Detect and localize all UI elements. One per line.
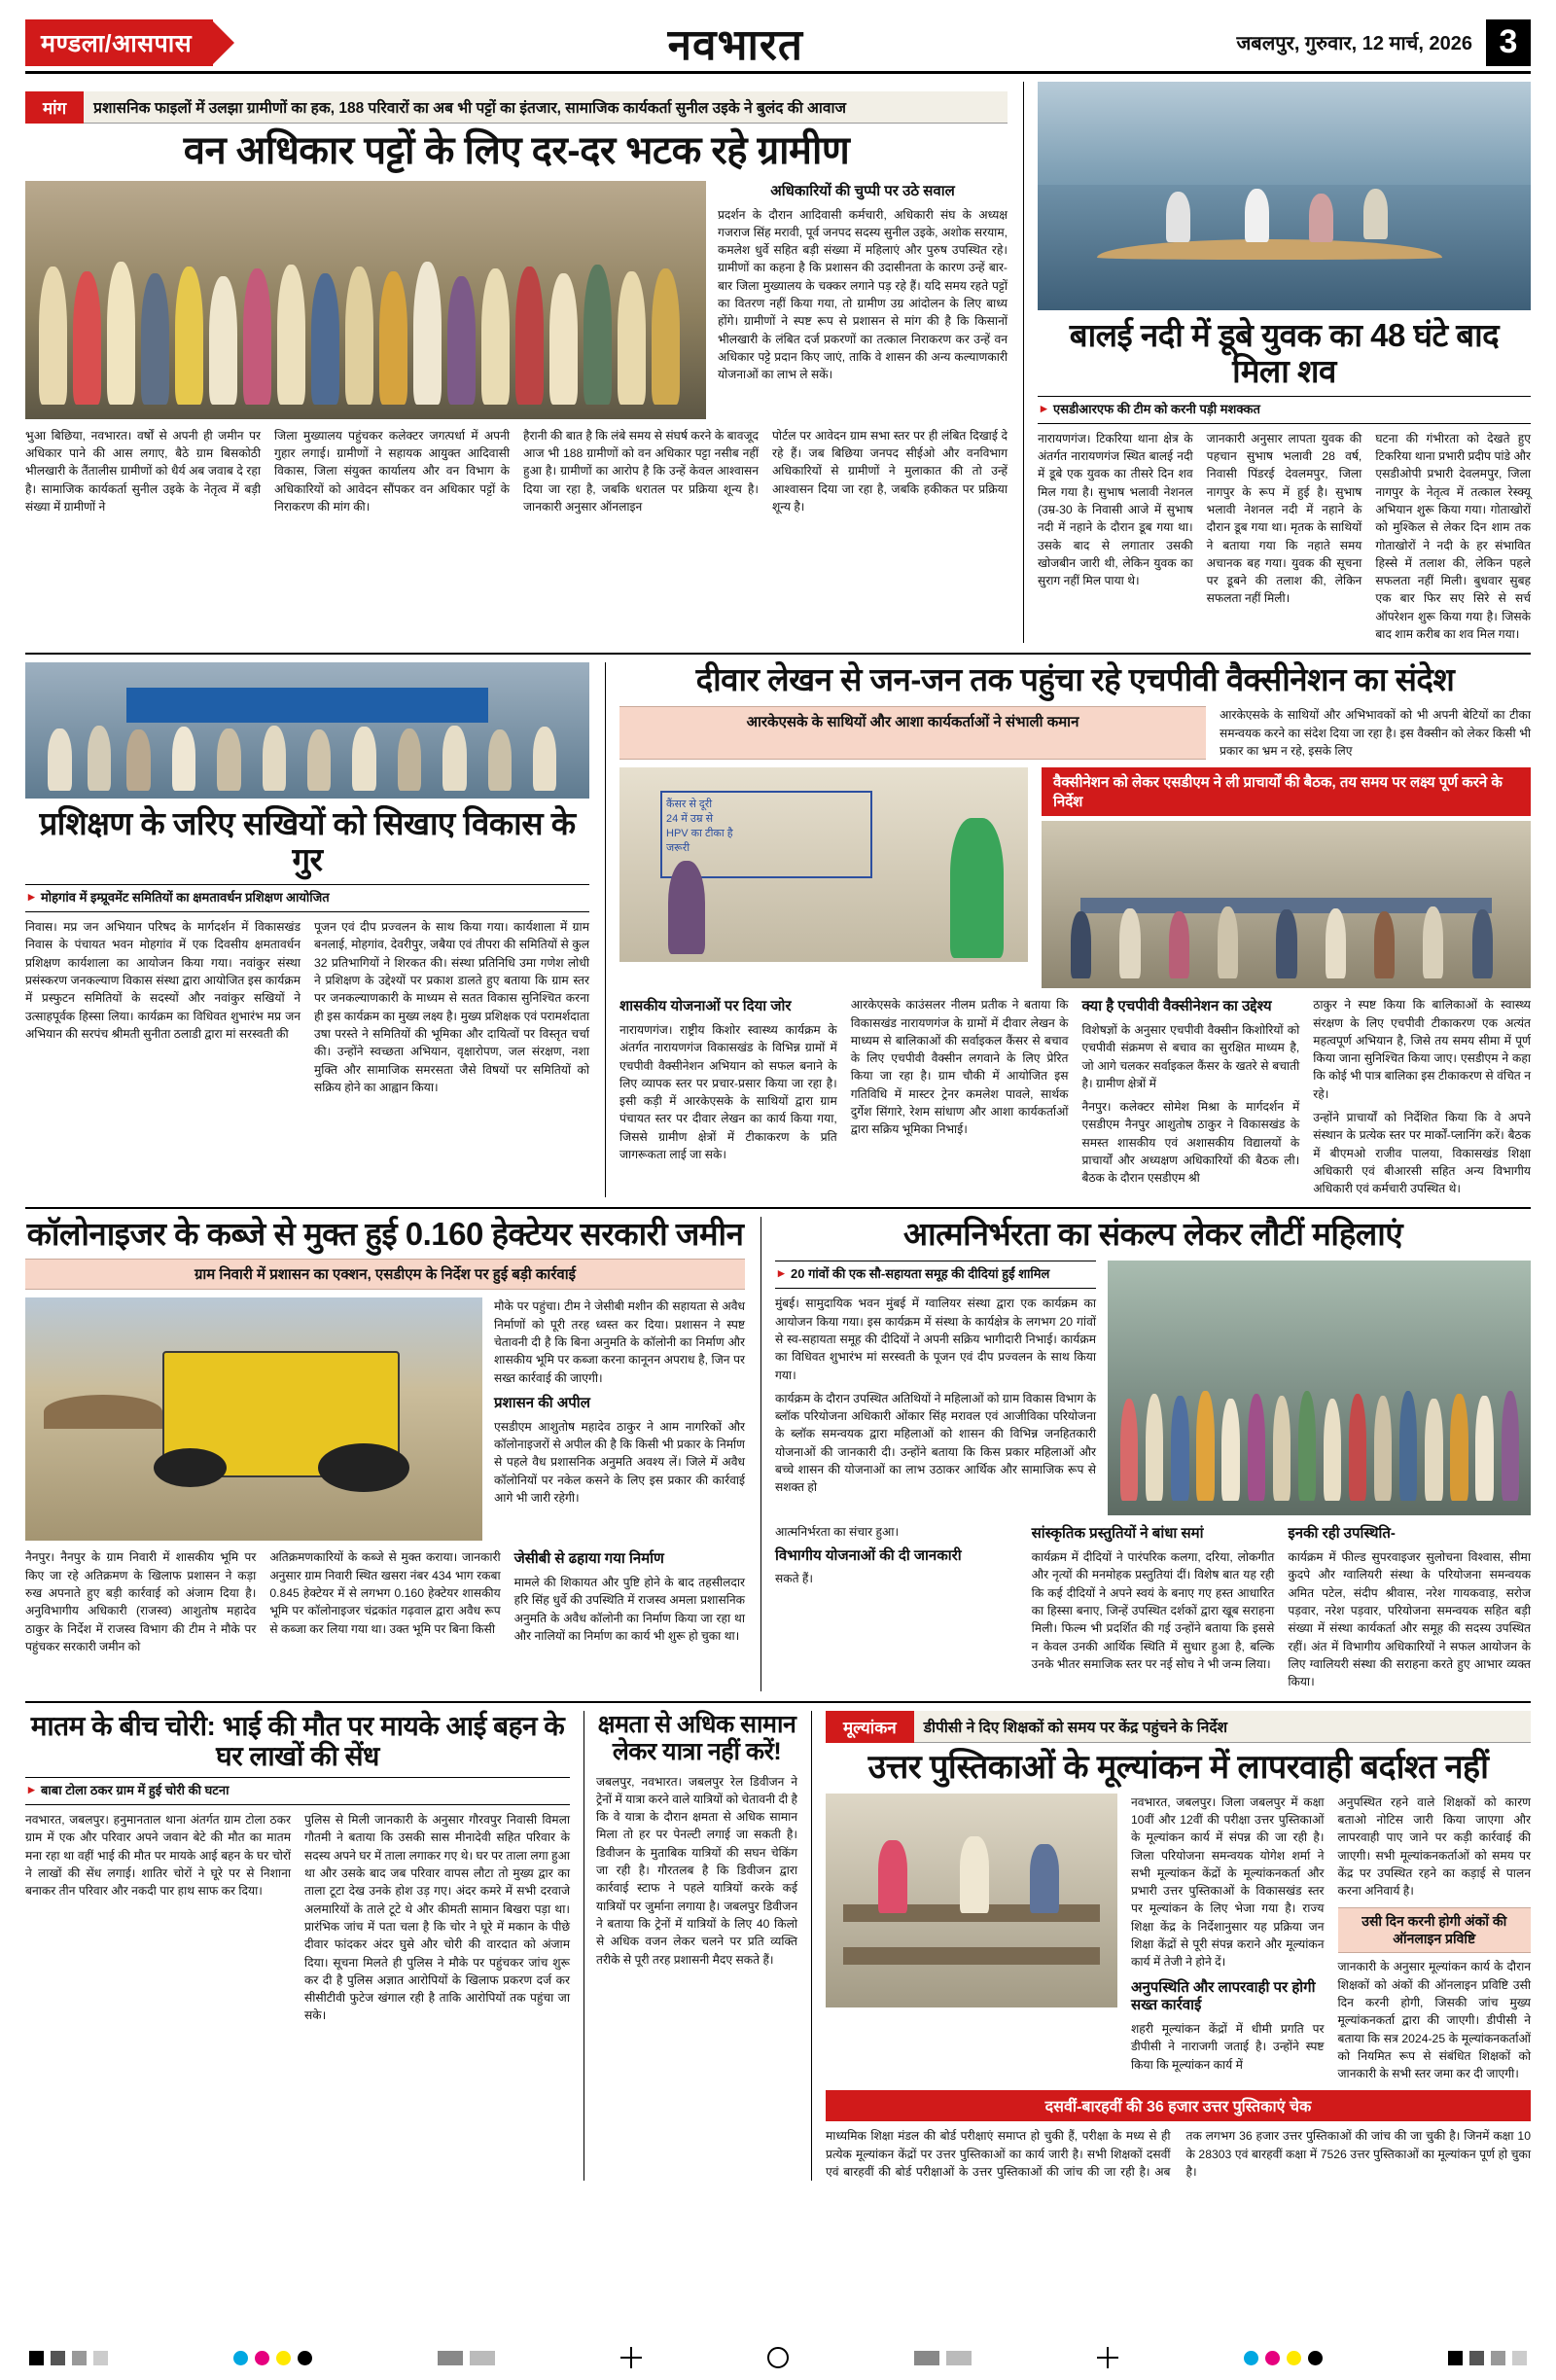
women-sub-1: विभागीय योजनाओं की दी जानकारी <box>775 1546 962 1564</box>
reg-swatch <box>1469 2351 1484 2365</box>
evaluation-sub-1: अनुपस्थिति और लापरवाही पर होगी सख्त कार्रवाई <box>1131 1978 1316 2014</box>
lead-col-1: भुआ बिछिया, नवभारत। वर्षों से अपनी ही जमीन पर अधिकार पाने की आस लगाए, बैठे ग्राम बिसकोठी भीलखारी के तैंतालीस ग्रामीणों को धैर्य अब जवाब दे रहा है। सामाजिक कार्यकर्ता सुनील उइके के नेतृत्व में बड़ी संख्या में ग्रामीणों ने <box>25 428 261 514</box>
training-story <box>25 662 589 1197</box>
masthead <box>25 14 1531 74</box>
training-photo <box>25 662 589 799</box>
women-col-1: मुंबई। सामुदायिक भवन मुंबई में ग्वालियर संस्था द्वारा एक कार्यक्रम का आयोजन किया गया। इस कार्यक्रम में संस्था के कार्यक्षेत्र के लगभग 20 गांवों से स्व-सहायता समूह की दीदियों ने अपनी सक्रिय भागीदारी निभाई। कार्यक्रम का विधिवत शुभारंभ मां सरस्वती के पूजन एवं दीप प्रज्वलन के साथ किया गया। <box>775 1297 1096 1382</box>
reg-dot-cyan <box>233 2351 248 2365</box>
women-story <box>760 1217 1531 1690</box>
reg-swatch <box>1512 2351 1527 2365</box>
women-col-5: कार्यक्रम में दीदियों ने पारंपरिक कलगा, दरिया, लोकगीत और नृत्यों की मनमोहक प्रस्तुतियां दीं। विशेष बात यह रही कि कई दीदियों ने अपने स्वयं के बनाए गए हस्त आधारित का हिस्सा बनाए, जिन्हें उपस्थित दर्शकों द्वारा खूब सराहना मिली। फिल्म भी प्रदर्शित की गई उन्होंने बताया कि इससे न केवल उनकी आर्थिक स्थिति में सुधार हुआ है, बल्कि उनके भीतर समाजिक स्तर पर नई सोच ने भी जन्म लिया। <box>1031 1550 1275 1671</box>
reg-group-gray-1 <box>438 2351 495 2365</box>
evaluation-banner: दसवीं-बारहवीं की 36 हजार उत्तर पुस्तिकाएं चेक <box>826 2090 1531 2121</box>
training-col-1: निवास। मप्र जन अभियान परिषद के मार्गदर्शन में विकासखंड निवास के पंचायत भवन मोहगांव में एक दिवसीय क्षमतावर्धन प्रशिक्षण कार्यशाला का आयोजन किया गया। नवांकुर संस्था प्रसंस्करण जनकल्याण विकास संस्था द्वारा आयोजित इस कार्यक्रम में प्रस्फुटन समितियों के सदस्यों और नवांकुर सखियों ने उत्साहपूर्वक हिस्सा लिया। कार्यक्रम का विधिवत शुभारंभ मप्र जन अभियान की सरपंच श्रीमती सुनीता ठलाडी द्वारा मां सरस्वती की <box>25 920 301 1041</box>
theft-story <box>25 1711 570 2182</box>
page-title: नवभारत <box>667 20 803 69</box>
colonizer-subbar: ग्राम निवारी में प्रशासन का एक्शन, एसडीएम के निर्देश पर हुई बड़ी कार्रवाई <box>25 1259 745 1290</box>
bottom-block <box>25 1701 1531 2182</box>
vaccine-col-5: ठाकुर ने स्पष्ट किया कि बालिकाओं के स्वास्थ्य संरक्षण के लिए एचपीवी टीकाकरण एक अत्यंत महत्वपूर्ण अभियान है, जिसे तय समय सीमा में पूर्ण किया जाना सुनिश्चित किया जाए। एसडीएम ने कहा कि कोई भी पात्र बालिका इस टीकाकरण से वंचित न रहे। <box>1313 998 1531 1101</box>
vaccine-meeting-photo <box>1042 821 1531 988</box>
lead-story <box>25 82 1008 643</box>
colonizer-headline: कॉलोनाइजर के कब्जे से मुक्त हुई 0.160 हेक्टेयर सरकारी जमीन <box>26 1216 744 1253</box>
reg-dot-yellow <box>276 2351 291 2365</box>
vaccine-columns <box>619 996 1531 1197</box>
lead-text-columns <box>25 427 1008 515</box>
vaccine-photo-wall: कैंसर से दूरी 24 में उम्र से HPV का टीका है जरूरी <box>619 767 1028 962</box>
theft-col-2: पुलिस से मिली जानकारी के अनुसार गौरवपुर निवासी विमला गौतमी ने बताया कि उसकी सास मीनादेवी सहित परिवार के सदस्य अपने घर में ताला लगाकर गए थे। घर पर ताला लगा हुआ था और उसके बाद जब परिवार वापस लौटा तो मुख्य द्वार का ताला टूटा देख उनके होश उड़ गए। अंदर कमरे में सभी दरवाजे अलमारियों के ताले टूटे थे और कीमती सामान बिखरा पड़ा था। प्रारंभिक जांच में पता चला है कि चोर ने घूरे में मकान के पीछे दीवार फांदकर अंदर घुसे और चोरी की वारदात को अंजाम दिया। सूचना मिलते ही पुलिस ने मौके पर पहुंचकर जांच शुरू कर दी है पुलिस अज्ञात आरोपियों के खिलाफ प्रकरण दर्ज कर सीसीटीवी फुटेज खंगाल रही है ताकि आरोपियों तक पहुंचा जा सके। <box>304 1813 570 2023</box>
reg-group-cyan <box>233 2351 312 2365</box>
reg-swatch <box>72 2351 87 2365</box>
reg-bar <box>470 2351 495 2365</box>
river-col-1: नारायणगंज। टिकरिया थाना क्षेत्र के अंतर्गत नारायणगंज स्थित बालई नदी में डूबे एक युवक का तीसरे दिन शव मिल गया है। सुभाष भलावी नेशनल (उम्र-30 के निवासी आजे में सुभाष नदी में नहाने के दौरान डूब गया था। उसके बाद से लगातार उसकी खोजबीन जारी थी, लेकिन युवक का सुराग नहीं मिल पाया थे। <box>1038 431 1193 588</box>
page-number: 3 <box>1486 19 1531 66</box>
lead-sidebar-text: प्रदर्शन के दौरान आदिवासी कर्मचारी, अधिकारी संघ के अध्यक्ष गजराज सिंह मरावी, पूर्व जनपद सदस्य सुनील उइके, अशोक सरयाम, कमलेश धुर्वे सहित बड़ी संख्या में महिलाएं और पुरुष उपस्थित रहे। ग्रामीणों का कहना है कि प्रशासन की उदासीनता के कारण उन्हें बार-बार जिला मुख्यालय के चक्कर लगाने पड़ रहे हैं। यदि समय रहते पट्टों का वितरण नहीं किया गया, तो ग्रामीण उग्र आंदोलन के लिए बाध्य होंगे। ग्रामीणों ने स्पष्ट रूप से प्रशासन से मांग की है कि किसानों भीलखारी के लंबित दर्ज प्रकरणों का तत्काल निराकरण कर उन्हें वन अधिकार पट्टे प्रदान किए जाएं, ताकि वे शासन की अन्य कल्याणकारी योजनाओं का लाभ ले सकें। <box>718 207 1008 382</box>
reg-group-cmyk-2 <box>1244 2351 1323 2365</box>
vaccine-col-2: आरकेएसके काउंसलर नीलम प्रतीक ने बताया कि विकासखंड नारायणगंज के ग्रामों में दीवार लेखन के माध्यम से बालिकाओं की सर्वाइकल कैंसर से बचाव के लिए एचपीवी वैक्सीन लगवाने के लिए प्रेरित किया जा रहा है। ग्राम चौकी में आयोजित इस गतिविधि में मास्टर ट्रेनर कमलेश पावले, सार्थक दुर्गेश सिंगारे, रेशम सांधाण और आशा कार्यकर्ताओं द्वारा सक्रिय भूमिका निभाई। <box>850 998 1069 1137</box>
reg-dot-yellow <box>1287 2351 1301 2365</box>
reg-bar <box>946 2351 972 2365</box>
reg-dot-magenta <box>1265 2351 1280 2365</box>
women-headline: आत्मनिर्भरता का संकल्प लेकर लौटीं महिलाएं <box>902 1216 1403 1253</box>
evaluation-sub-2: उसी दिन करनी होगी अंकों की ऑनलाइन प्रविष्टि <box>1338 1907 1532 1953</box>
registration-cross-icon <box>620 2347 642 2368</box>
vaccine-headline: दीवार लेखन से जन-जन तक पहुंचा रहे एचपीवी वैक्सीनेशन का संदेश <box>695 661 1455 698</box>
evaluation-col-4: जानकारी के अनुसार मूल्यांकन कार्य के दौरान शिक्षकों को अंकों की ऑनलाइन प्रविष्टि उसी दिन करनी होगी, जिसकी जांच मुख्य मूल्यांकनकर्ता द्वारा की जाएगी। डीपीसी ने बताया कि सत्र 2024-25 के मूल्यांकनकर्ताओं को नियमित रूप से संबंधित शिक्षकों को जानकारी के सभी स्तर जमा कर दी जाएगी। <box>1337 1960 1531 2081</box>
colonizer-col-5: मामले की शिकायत और पुष्टि होने के बाद तहसीलदार हरि सिंह धुर्वे की उपस्थिति में राजस्व अमला प्रशासनिक अनुमति के अवैध कॉलोनी का निर्माण किया जा रहा था और नालियों का निर्माण का कार्य भी शुरू हो चुका था। <box>513 1576 745 1644</box>
women-col-2: कार्यक्रम के दौरान उपस्थित अतिथियों ने महिलाओं को ग्राम विकास विभाग के ब्लॉक परियोजना अधिकारी ओंकार सिंह मरावल एवं आजीविका परियोजना के ब्लॉक समन्वयक द्वारा महिलाओं को शासन की विभिन्न जनहितकारी योजनाओं की जानकारी दी। उन्होंने बताया कि किस प्रकार महिलाओं और बच्चे शासन की योजनाओं का लाभ उठाकर आर्थिक और सामाजिक रूप से सशक्त हो <box>775 1391 1096 1495</box>
reg-swatch <box>51 2351 65 2365</box>
theft-col-1: नवभारत, जबलपुर। हनुमानताल थाना अंतर्गत ग्राम टोला ठकर ग्राम में एक और परिवार अपने जवान बेटे की मौत का मातम मना रहा था वहीं भाई की मौत पर मायके आई बहन के घर चोरों ने लाखों की सेंध लगाई। शातिर चोरों ने घूरे पर से निशाना बनाकर तीन परिवार और नकदी पार हाथ साफ कर दिया। <box>25 1813 291 1899</box>
issue-date: जबलपुर, गुरुवार, 12 मार्च, 2026 <box>1236 33 1472 54</box>
colonizer-col-4: एसडीएम आशुतोष महादेव ठाकुर ने आम नागरिकों और कॉलोनाइजरों से अपील की है कि किसी भी प्रकार के निर्माण से पहले वैध प्रशासनिक अनुमति अवश्य लें। जिले में अवैध कॉलोनियों पर नकेल कसने के लिए इस प्रकार की कार्रवाई आगे भी जारी रहेगी। <box>494 1419 745 1505</box>
theft-headline: मातम के बीच चोरी: भाई की मौत पर मायके आई बहन के घर लाखों की सेंध <box>30 1710 565 1771</box>
reg-group-right <box>1448 2351 1527 2365</box>
vaccine-sub-2: क्या है एचपीवी वैक्सीनेशन का उद्देश्य <box>1081 998 1272 1015</box>
colonizer-story <box>25 1217 745 1690</box>
river-col-3: घटना की गंभीरता को देखते हुए टिकरिया थाना प्रभारी प्रदीप पांडे और एसडीओपी प्रभारी देवलमपुर, जिला नागपुर के नेतृत्व में तत्काल रेस्क्यू अभियान शुरू किया गया। गोताखोरों को मुश्किल से लेकर दिन शाम तक गोताखोरों ने नदी के हर संभावित हिस्से में तलाश की, लेकिन पहले सफलता नहीं मिली। बुधवार सुबह एक बार फिर सए सिरे से सर्च ऑपरेशन शुरू किया गया है। जिसके बाद शाम करीब का शव मिल गया। <box>1375 431 1531 642</box>
theft-bullet: ▸ बाबा टोला ठकर ग्राम में हुई चोरी की घटना <box>25 1777 570 1805</box>
lead-photo <box>25 181 706 419</box>
women-photo <box>1108 1261 1531 1515</box>
registration-circle-icon <box>767 2347 789 2368</box>
vaccine-col-1: नारायणगंज। राष्ट्रीय किशोर स्वास्थ्य कार्यक्रम के अंतर्गत नारायणगंज विकासखंड के विभिन्न ग्रामों में एचपीवी वैक्सीनेशन अभियान को सफल बनाने के लिए व्यापक स्तर पर प्रचार-प्रसार किया जा रहा है। इसी कड़ी में आरकेएसके के साथियों द्वारा ग्राम पंचायत स्तर पर दीवार लेखन का कार्य किया गया, जिससे ग्रामीण क्षेत्रों में टीकाकरण के प्रति जागरूकता लाई जा सके। <box>619 1022 837 1162</box>
river-bullet: ▸ एसडीआरएफ की टीम को करनी पड़ी मशक्कत <box>1038 396 1531 424</box>
capacity-story <box>584 1711 797 2182</box>
reg-dot-magenta <box>255 2351 269 2365</box>
river-photo <box>1038 82 1531 310</box>
evaluation-kicker: मूल्यांकन <box>826 1711 914 1743</box>
reg-swatch <box>29 2351 44 2365</box>
lead-col-2: जिला मुख्यालय पहुंचकर कलेक्टर जगत्पर्धा में अपनी गुहार लगाई। ग्रामीणों ने सहायक आयुक्त आदिवासी विकास, जिला संयुक्त कार्यालय और वन विभाग के अधिकारियों को आवेदन सौंपकर वन अधिकार पट्टों के निराकरण की मांग की। <box>274 428 510 514</box>
women-sub-3: इनकी रही उपस्थिति- <box>1288 1525 1396 1543</box>
vaccine-story <box>605 662 1531 1197</box>
colonizer-col-3: मौके पर पहुंचा। टीम ने जेसीबी मशीन की सहायता से अवैध निर्माणों को पूरी तरह ध्वस्त कर दिया। प्रशासन ने स्पष्ट चेतावनी दी है कि बिना अनुमति के कॉलोनी का निर्माण और शासकीय भूमि पर कब्जा करना कानूनन अपराध है, जिन पर सख्त कार्रवाई की जाएगी। <box>494 1299 745 1385</box>
reg-swatch <box>93 2351 108 2365</box>
colonizer-sub-2: जेसीबी से ढहाया गया निर्माण <box>513 1550 664 1568</box>
women-col-3: आत्मनिर्भरता का संचार हुआ। <box>775 1525 900 1540</box>
lead-sidebar <box>718 181 1008 419</box>
lead-kicker-text: प्रशासनिक फाइलों में उलझा ग्रामीणों का हक, 188 परिवारों का अब भी पट्टों का इंतजार, सामाजिक कार्यकर्ता सुनील उइके ने बुलंद की आवाज <box>84 91 1008 124</box>
lead-kicker: मांग <box>25 91 84 124</box>
river-story <box>1023 82 1531 643</box>
vaccine-photo-caption: वैक्सीनेशन को लेकर एसडीएम ने ली प्राचार्यों की बैठक, तय समय पर लक्ष्य पूर्ण करने के निर्देश <box>1042 767 1531 816</box>
section-arrow-icon <box>213 21 234 64</box>
lead-col-3: हैरानी की बात है कि लंबे समय से संघर्ष करने के बावजूद आज भी 188 ग्रामीणों को वन अधिकार पट्टा नसीब नहीं हुआ है। ग्रामीणों का आरोप है कि उन्हें केवल आश्वासन दिया जा रहा है, जबकि धरातल पर प्रक्रिया शून्य है। जानकारी अनुसार ऑनलाइन <box>523 428 759 514</box>
river-headline: बालई नदी में डूबे युवक का 48 घंटे बाद मिला शव <box>1069 317 1500 389</box>
lead-col-4: पोर्टल पर आवेदन ग्राम सभा स्तर पर ही लंबित दिखाई दे रहे हैं। जब बिछिया जनपद सीईओ और वनविभाग अधिकारियों से ग्रामीणों ने मुलाकात की तो उन्हें आश्वासन दिया जा रहा है, जबकि हकीकत पर प्रक्रिया शून्य है। <box>772 428 1008 514</box>
vaccine-col-6: उन्होंने प्राचार्यों को निर्देशित किया कि वे अपने संस्थान के प्रत्येक स्तर पर मार्कों-प्लानिंग करें। बैठक में बीएमओ राजीव पालया, विकासखंड शिक्षा अधिकारी एवं बीआरसी सहित अन्य विभागीय अधिकारी एवं कर्मचारी उपस्थित थे। <box>1313 1110 1531 1196</box>
reg-bar <box>914 2351 939 2365</box>
colonizer-col-2: अतिक्रमणकारियों के कब्जे से मुक्त कराया। जानकारी अनुसार ग्राम निवारी स्थित खसरा नंबर 434 भाग रकबा 0.845 हेक्टेयर में से लगभग 0.160 हेक्टेयर शासकीय भूमि पर कॉलोनाइजर चंद्रकांत गढ़वाल द्वारा अवैध रूप से कब्जा कर लिया गया था। उक्त भूमि पर बिना किसी <box>269 1550 501 1636</box>
print-registration-bar <box>0 2335 1556 2380</box>
registration-cross-icon <box>1097 2347 1118 2368</box>
lead-sidebar-head: अधिकारियों की चुप्पी पर उठे सवाल <box>770 182 955 199</box>
women-col-6: कार्यक्रम में फील्ड सुपरवाइजर सुलोचना विश्वास, सीमा कुदपे और ग्वालियरी संस्था के परियोजना समन्वयक अमित पटेल, संदीप श्रीवास, नरेश गायकवाड़, सरोज पड़वार, नरेश पड़वार, परियोजना समन्वयक सहित बड़ी संख्या में संस्था कार्यकर्ता और समूह की सदस्य उपस्थित रहीं। अंत में विभागीय अधिकारियों ने सफल आयोजन के लिए ग्वालियरी संस्था की सराहना करते हुए आभार व्यक्त किया। <box>1288 1550 1531 1689</box>
colonizer-col-1: नैनपुर। नैनपुर के ग्राम निवारी में शासकीय भूमि पर किए जा रहे अतिक्रमण के खिलाफ प्रशासन ने कड़ा रुख अपनाते हुए बड़ी कार्रवाई को अंजाम दिया है। अनुविभागीय अधिकारी (राजस्व) आशुतोष महादेव ठाकुर के निर्देश में राजस्व विभाग की टीम ने मौके पर पहुंचकर सरकारी जमीन को <box>25 1550 257 1653</box>
vaccine-sub-1: शासकीय योजनाओं पर दिया जोर <box>619 998 792 1015</box>
reg-bar <box>438 2351 463 2365</box>
river-col-2: जानकारी अनुसार लापता युवक की पहचान सुभाष भलावी 28 वर्ष, निवासी पिंडरई देवलमपुर, जिला नागपुर के रूप में हुई है। सुभाष भलावी नेशनल नदी में नहाने के दौरान डूब गया था। मृतक के साथियों ने बताया गया कि नहाते समय अचानक बह गया। युवक की सूचना पर डूबने की तलाश की, लेकिन सफलता नहीं मिली। <box>1206 431 1362 606</box>
reg-swatch <box>1491 2351 1505 2365</box>
vaccine-intro: आरकेएसके के साथियों और अभिभावकों को भी अपनी बेटियों का टीका समन्वयक करने का संदेश दिया जा रहा है। इस वैक्सीन को लेकर किसी भी प्रकार का भ्रम न रहे, इसके लिए <box>1220 708 1531 758</box>
training-headline: प्रशिक्षण के जरिए सखियों को सिखाए विकास के गुर <box>39 805 576 878</box>
section-tag <box>25 19 234 66</box>
capacity-col-1: जबलपुर, नवभारत। जबलपुर रेल डिवीजन ने ट्रेनों में यात्रा करने वाले यात्रियों को चेतावनी दी है कि वे यात्रा के दौरान क्षमता से अधिक सामान मिला तो हर पर पेनल्टी लगाई जा सकती है। डिवीजन के मुताबिक यात्रियों की सघन चेकिंग जा रही है। गौरतलब है कि डिवीजन द्वारा कार्रवाई स्टाफ ने पहले यात्रियों करके कई यात्रियों पर जुर्माना लगाया है। जबलपुर डिवीजन ने बताया कि ट्रेनों में यात्रियों के लिए 40 किलो से अधिक वजन लेकर चलने पर प्रति व्यक्ति तरीके से पूरी तरह प्रशासनी मैदए सकते हैं। <box>596 1774 797 1967</box>
women-col-4: सकते हैं। <box>775 1572 814 1586</box>
vaccine-subbar: आरकेएसके के साथियों और आशा कार्यकर्ताओं ने संभाली कमान <box>619 706 1206 760</box>
evaluation-col-3: अनुपस्थित रहने वाले शिक्षकों को कारण बताओ नोटिस जारी किया जाएगा और लापरवाही पाए जाने पर कड़ी कार्रवाई की जाएगी। सभी मूल्यांकनकर्ताओं को समय पर केंद्र पर उपस्थित रहने का कड़ाई से पालन करना अनिवार्य है। <box>1337 1794 1531 1899</box>
women-sub-2: सांस्कृतिक प्रस्तुतियों ने बांधा समां <box>1031 1525 1204 1543</box>
reg-dot-cyan <box>1244 2351 1258 2365</box>
evaluation-col-2: शहरी मूल्यांकन केंद्रों में धीमी प्रगति पर डीपीसी ने नाराजगी जताई है। उन्होंने स्पष्ट किया कि मूल्यांकन कार्य में <box>1131 2022 1325 2072</box>
lead-headline: वन अधिकार पट्टों के लिए दर-दर भटक रहे ग्रामीण <box>183 129 850 172</box>
section-label: मण्डला/आसपास <box>25 19 213 66</box>
second-block <box>25 653 1531 1197</box>
evaluation-kicker-text: डीपीसी ने दिए शिक्षकों को समय पर केंद्र पहुंचने के निर्देश <box>914 1711 1531 1743</box>
colonizer-sub-1: प्रशासन की अपील <box>494 1394 590 1411</box>
evaluation-photo <box>826 1794 1117 2007</box>
evaluation-col-1: नवभारत, जबलपुर। जिला जबलपुर में कक्षा 10वीं और 12वीं की परीक्षा उत्तर पुस्तिकाओं के मूल्यांकन कार्य में संपन्न की जा रही है। जिला परियोजना समन्वयक योगेश शर्मा ने सभी मूल्यांकन केंद्रों के मूल्यांकनकर्ता और प्रभारी उत्तर पुस्तिकाओं के विकासखंड स्तर पर मूल्यांकन के लिए भेजा गया है। राज्य शिक्षा केंद्र के निर्देशानुसार यह प्रक्रिया जन शिक्षा केंद्रों से पूरी संपन्न कराने और मूल्यांकन कार्य में तेजी ने होने दें। <box>1131 1794 1325 1970</box>
reg-dot-black <box>298 2351 312 2365</box>
training-columns <box>25 918 589 1096</box>
reg-dot-black <box>1308 2351 1323 2365</box>
evaluation-headline: उत्तर पुस्तिकाओं के मूल्यांकन में लापरवाही बर्दाश्त नहीं <box>867 1748 1489 1786</box>
reg-swatch <box>1448 2351 1463 2365</box>
vaccine-col-4: नैनपुर। कलेक्टर सोमेश मिश्रा के मार्गदर्शन में एसडीएम नैनपुर आशुतोष ठाकुर ने विकासखंड के समस्त शासकीय एवं अशासकीय विद्यालयों के प्राचार्यों और अध्यक्षण अधिकारियों की बैठक ली। बैठक के दौरान एसडीएम श्री <box>1081 1100 1300 1186</box>
vaccine-col-3: विशेषज्ञों के अनुसार एचपीवी वैक्सीन किशोरियों को एचपीवी संक्रमण से बचाव का सुरक्षित माध्यम है, जो आगे चलकर सर्वाइकल कैंसर के खतरे से बचाती है। ग्रामीण क्षेत्रों में <box>1081 1022 1300 1090</box>
river-columns <box>1038 430 1531 644</box>
capacity-headline: क्षमता से अधिक सामान लेकर यात्रा नहीं करें! <box>597 1710 796 1765</box>
evaluation-story <box>811 1711 1531 2182</box>
reg-group-gray-2 <box>914 2351 972 2365</box>
reg-group-left <box>29 2351 108 2365</box>
women-bullet: ▸ 20 गांवों की एक सौ-सहायता समूह की दीदियां हुईं शामिल <box>775 1261 1096 1289</box>
third-block <box>25 1207 1531 1690</box>
masthead-meta <box>1236 19 1531 66</box>
colonizer-photo <box>25 1297 482 1541</box>
training-col-2: पूजन एवं दीप प्रज्वलन के साथ किया गया। कार्यशाला में ग्राम बनलाई, मोहगांव, देवरीपुर, जबैया एवं तीपरा की समितियों से कुल 32 प्रतिभागियों ने शिरकत की। संस्था प्रतिनिधि उमा गणेश लोधी ने प्रशिक्षण के उद्देश्यों पर प्रकाश डालते हुए बताया कि ग्राम स्तर पर जनकल्याणकारी के माध्यम से सतत विकास सुनिश्चित करना ही इस कार्यक्रम का मुख्य लक्ष्य है। मुख्य प्रशिक्षक एवं परामर्शदाता उषा परस्ते ने समितियों की भूमिका और दायित्वों पर विस्तृत चर्चा की। उन्होंने स्वच्छता अभियान, वृक्षारोपण, जल संरक्षण, नशा मुक्ति और सामाजिक समरसता जैसे विषयों पर समितियों को सक्रिय होने का आह्वान किया। <box>314 920 589 1094</box>
evaluation-col-5: माध्यमिक शिक्षा मंडल की बोर्ड परीक्षाएं समाप्त हो चुकी हैं, परीक्षा के मध्य से ही प्रत्येक मूल्यांकन केंद्रों पर उत्तर पुस्तिकाओं का कार्य जारी है। सभी शिक्षकों दसवीं एवं बारहवीं की बोर्ड परीक्षाओं के उत्तर पुस्तिकाओं की जांच की जा रही है। अब तक लगभग 36 हजार उत्तर पुस्तिकाओं की जांच की जा चुकी है। जिनमें कक्षा 10 के 28303 एवं बारहवीं कक्षा में 7526 उत्तर पुस्तिकाओं का मूल्यांकन पूर्ण हो चुका है। <box>826 2129 1531 2180</box>
training-bullet: ▸ मोहगांव में इम्प्रूवमेंट समितियों का क्षमतावर्धन प्रशिक्षण आयोजित <box>25 884 589 912</box>
lead-kicker-row <box>25 91 1008 124</box>
